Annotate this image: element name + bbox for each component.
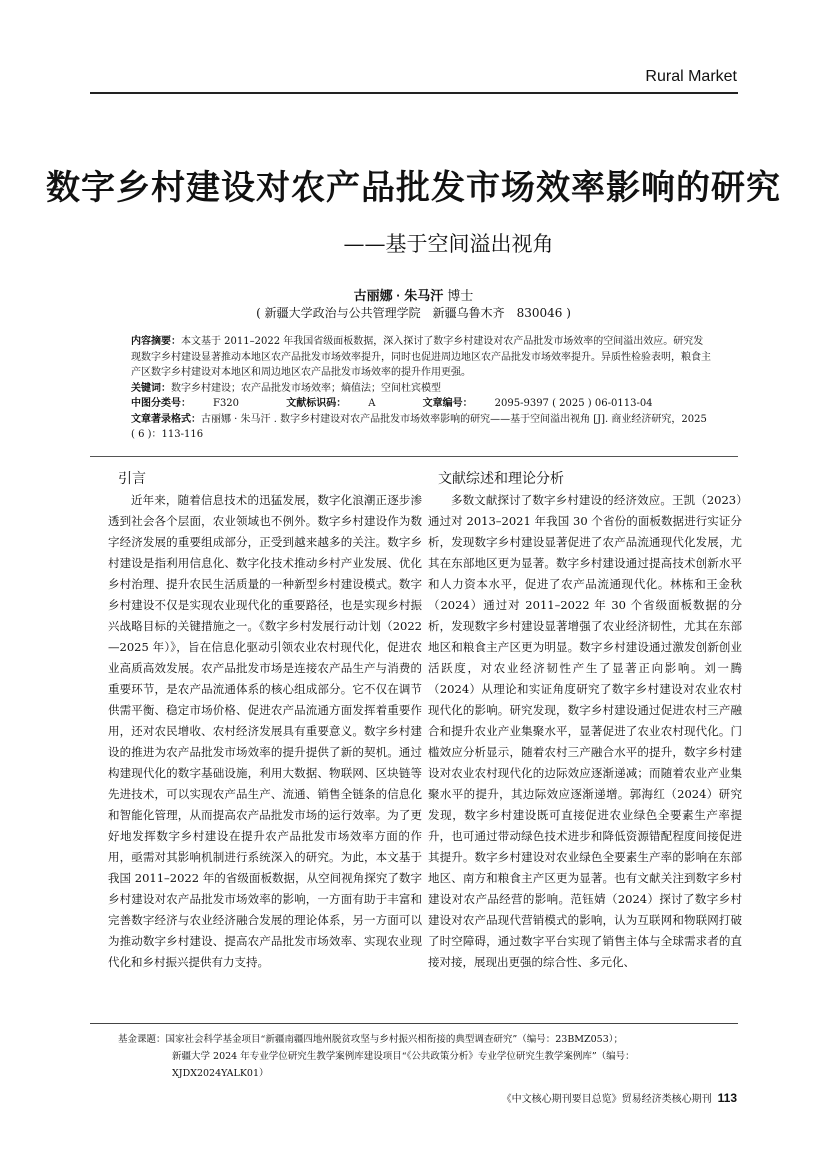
page-footer [502, 1090, 737, 1105]
doc-id-value: A [368, 398, 376, 409]
lit-review-paragraph: 多数文献探讨了数字乡村建设的经济效应。王凯（2023）通过对 2013–2021 年我国 30 个省份的面板数据进行实证分析，发现数字乡村建设显著促进了农产品流通现代化发展，尤其在东部地区更为显著。数字乡村建设通过提高技术创新水平和人力资本水平，促进了农产品流通现代化。林栋和王金秋（2024）通过对 2011–2022 年 30 个省级面板数据的分析，发现数字乡村建设显著增强了农业经济韧性，尤其在东部地区和粮食主产区更为明显。数字乡村建设通过激发创新创业活跃度，对农业经济韧性产生了显著正向影响。刘一腾（2024）从理论和实证角度研究了数字乡村建设对农业农村现代化的影响。研究发现，数字乡村建设通过促进农村三产融合和提升农业产业集聚水平，显著促进了农业农村现代化。门槛效应分析显示，随着农村三产融合水平的提升，数字乡村建设对农业农村现代化的边际效应逐渐递减；而随着农业产业集聚水平的提升，其边际效应逐渐递增。郭海红（2024）研究发现，数字乡村建设既可直接促进农业绿色全要素生产率提升，也可通过带动绿色技术进步和降低资源错配程度间接促进其提升。数字乡村建设对农业绿色全要素生产率的影响在东部地区、南方和粮食主产区更为显著。也有文献关注到数字乡村建设对农产品经营的影响。范钰婧（2024）探讨了数字乡村建设对农产品现代营销模式的影响，认为互联网和物联网打破了时空障碍，通过数字平台实现了销售主体与全球需求者的直接对接，展现出更强的综合性、多元化、 [428, 493, 742, 969]
funding-line-1: 国家社会科学基金项目“新疆南疆四地州脱贫攻坚与乡村振兴相衔接的典型调查研究”（编号：23BMZ053）； [165, 1034, 624, 1045]
author-title: 博士 [447, 289, 474, 304]
keywords-label: 关键词： [131, 382, 171, 394]
affiliation: ( 新疆大学政治与公共管理学院 新疆乌鲁木齐 830046 ) [256, 306, 571, 320]
article-subtitle: ——基于空间溢出视角 [343, 232, 554, 256]
funding-line-2: 新疆大学 2024 年专业学位研究生教学案例库建设项目“《公共政策分析》专业学位研究生教学案例库”（编号：XJDX2024YALK01） [172, 1051, 635, 1079]
funding-divider [90, 1023, 738, 1024]
section-label: Rural Market [645, 68, 737, 85]
clc-label: 中图分类号： [131, 398, 191, 409]
abstract-block [131, 334, 711, 443]
citation-text: 古丽娜 · 朱马汗 . 数字乡村建设对农产品批发市场效率影响的研究——基于空间溢出视角 [J]. 商业经济研究，2025 ( 6 )：113-116 [131, 413, 707, 440]
journal-index: 《中文核心期刊要目总览》贸易经济类核心期刊 [501, 1094, 712, 1105]
intro-paragraph: 近年来，随着信息技术的迅猛发展，数字化浪潮正逐步渗透到社会各个层面，农业领域也不例外。数字乡村建设作为数字经济发展的重要组成部分，正受到越来越多的关注。数字乡村建设是指利用信息化、数字化技术推动乡村产业发展、优化乡村治理、提升农民生活质量的一种新型乡村建设模式。数字乡村建设不仅是实现农业现代化的重要路径，也是实现乡村振兴战略目标的关键措施之一。《数字乡村发展行动计划（2022—2025 年）》，旨在信息化驱动引领农业农村现代化，促进农业高质高效发展。农产品批发市场是连接农产品生产与消费的重要环节，是农产品流通体系的核心组成部分。它不仅在调节供需平衡、稳定市场价格、促进农产品流通方面发挥着重要作用，还对农民增收、农村经济发展具有重要意义。数字乡村建设的推进为农产品批发市场效率的提升提供了新的契机。通过构建现代化的数字基础设施，利用大数据、物联网、区块链等先进技术，可以实现农产品生产、流通、销售全链条的信息化和智能化管理，从而提高农产品批发市场的运行效率。为了更好地发挥数字乡村建设在提升农产品批发市场效率方面的作用，亟需对其影响机制进行系统深入的研究。为此，本文基于我国 2011–2022 年的省级面板数据，从空间视角探究了数字乡村建设对农产品批发市场效率的影响，一方面有助于丰富和完善数字经济与农业经济融合发展的理论体系，另一方面可以为推动数字乡村建设、提高农产品批发市场效率、实现农业现代化和乡村振兴提供有力支持。 [108, 493, 422, 969]
citation-label: 文章著录格式： [131, 413, 201, 425]
author-names: 古丽娜 · 朱马汗 [353, 288, 444, 303]
intro-heading: 引言 [118, 470, 146, 486]
keywords-text: 数字乡村建设；农产品批发市场效率；熵值法；空间杜宾模型 [171, 382, 441, 394]
left-column [108, 468, 422, 973]
abstract-divider [90, 456, 738, 457]
keywords [131, 381, 711, 397]
doc-id-label: 文献标识码： [286, 398, 347, 409]
abstract-label: 内容摘要： [131, 336, 181, 347]
funding-note [118, 1031, 718, 1082]
right-column [428, 468, 742, 973]
abstract [131, 334, 711, 381]
abstract-text: 本文基于 2011–2022 年我国省级面板数据，深入探讨了数字乡村建设对农产品批发市场效率的空间溢出效应。研究发现数字乡村建设显著推动本地区农产品批发市场效率提升，同时也促进周边地区农产品批发市场效率提升。异质性检验表明，粮食主产区数字乡村建设对本地区和周边地区农产品批发市场效率的提升作用更强。 [131, 336, 711, 378]
lit-review-heading: 文献综述和理论分析 [438, 470, 564, 486]
clc-value: F320 [213, 398, 240, 409]
authors [0, 285, 827, 304]
article-title: 数字乡村建设对农产品批发市场效率影响的研究 [46, 169, 781, 207]
header-rule [90, 92, 738, 94]
article-no-value: 2095-9397 ( 2025 ) 06-0113-04 [494, 398, 653, 409]
funding-label: 基金课题： [118, 1034, 166, 1045]
classification-row [131, 396, 711, 412]
article-no-label: 文章编号： [422, 398, 473, 409]
citation [131, 412, 711, 443]
page-number: 113 [717, 1091, 737, 1105]
